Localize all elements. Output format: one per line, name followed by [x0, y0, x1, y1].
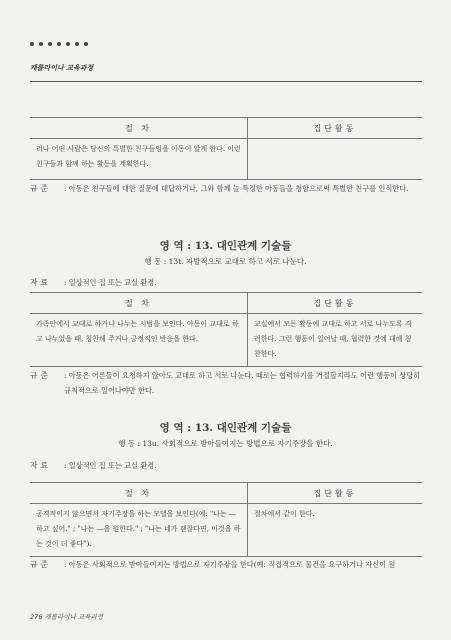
criterion-key: 규 준 [30, 371, 48, 380]
materials-key: 자 료 [30, 461, 48, 470]
criterion-1 [30, 181, 422, 196]
section-title-1: 영 역 : 13. 대인관계 기술들 [159, 240, 292, 252]
header-rule [30, 81, 422, 82]
header-dots [30, 42, 88, 46]
page-footer: 276 캐롤라이나 교육과정 [30, 613, 104, 621]
col-procedure: 절 차 [30, 483, 248, 504]
col-procedure: 절 차 [30, 293, 248, 314]
criterion-key: 규 준 [30, 560, 48, 569]
materials-text: : 일상적인 집 또는 교실 환경. [64, 278, 157, 287]
group-activity-text: 절차에서 같이 한다. [248, 504, 423, 557]
materials-1 [30, 275, 422, 290]
section-title-2: 영 역 : 13. 대인관계 기술들 [159, 422, 292, 434]
col-procedure: 절 차 [30, 118, 248, 139]
materials-2 [30, 458, 422, 473]
criterion-text: : 아동은 친구들에 대한 질문에 대답하거나, 그와 함께 늘 특정한 아동들을 청함으로써 특별한 친구를 인식한다. [64, 184, 409, 193]
group-activity-text: 교실에서 모든 활동에 교대로 하고 서로 나누도록 격려한다. 그런 행동이 일어날 때, 협력한 것에 대해 칭찬한다. [248, 314, 423, 367]
procedure-table-3 [30, 482, 422, 557]
procedure-table-2 [30, 292, 422, 367]
materials-text: : 일상적인 집 또는 교실 환경. [64, 461, 157, 470]
criterion-key: 규 준 [30, 184, 48, 193]
criterion-3 [30, 557, 422, 572]
procedure-text: 러나 어떤 사람은 당신의 특별한 친구들임을 아동이 알게 한다. 이런 친구들과 함께 하는 활동을 계획한다. [30, 139, 248, 180]
col-group-activity: 집단활동 [248, 483, 423, 504]
criterion-text: : 아동은 사회적으로 받아들여지는 방법으로 자기주장을 한다(예: 직접적으로 물건을 요구하거나 자신이 원 [64, 560, 396, 569]
behavior-2: 행 동 : 13u. 사회적으로 받아들여지는 방법으로 자기주장을 한다. [118, 439, 333, 448]
col-group-activity: 집단활동 [248, 293, 423, 314]
materials-key: 자 료 [30, 278, 48, 287]
col-group-activity: 집단활동 [248, 118, 423, 139]
procedure-table-1 [30, 117, 422, 180]
group-activity-text [248, 139, 423, 180]
running-header: 캐롤라이나 교육과정 [30, 64, 94, 72]
criterion-2 [30, 368, 422, 398]
procedure-text: 가족안에서 교대로 하거나 나누는 시범을 보인다. 아동이 교대로 하고 나누었을 때, 칭찬해 주거나 긍정적인 반응을 한다. [30, 314, 248, 367]
criterion-text: : 아동은 어른들이 요청하지 않아도 교대로 하고 서로 나눈다. 때로는 협력하기를 거절할지라도 이런 행동이 상당히 규칙적으로 일어나야만 한다. [64, 371, 421, 395]
behavior-1: 행 동 : 13t. 자발적으로 교대로 하고 서로 나눈다. [144, 257, 307, 266]
procedure-text: 공격적이지 않으면서 자기주장을 하는 모델을 보인다(예: "나는 ―하고 싶어." ; "나는 ―을 원한다." ; "나는 네가 괜찮다면, 이것을 하는 것이 더 좋다"). [30, 504, 248, 557]
